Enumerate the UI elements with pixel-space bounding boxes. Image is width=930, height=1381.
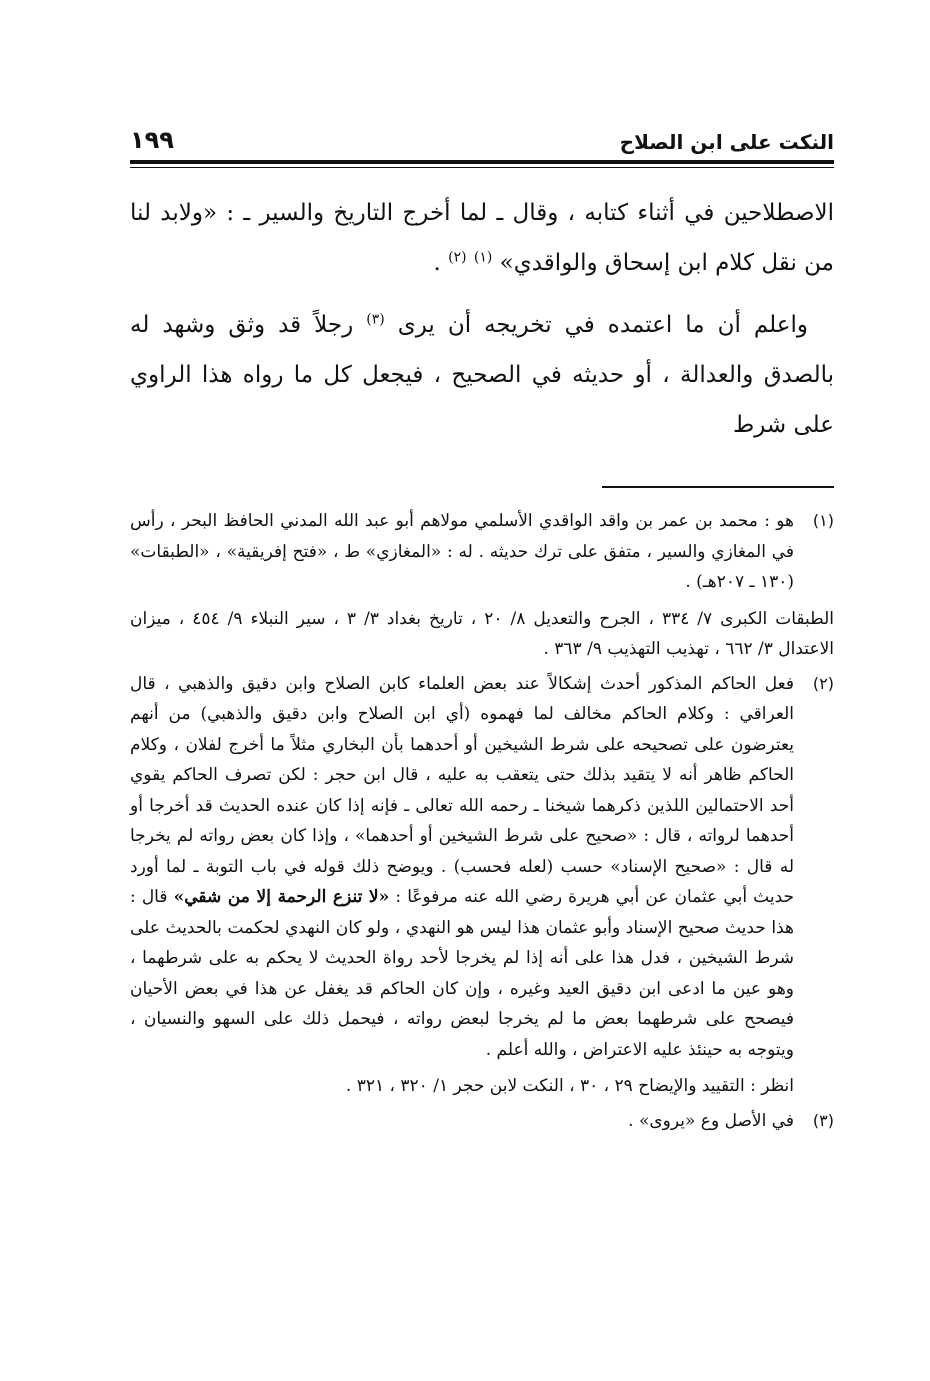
footnote-ref-3[interactable]: (٣) bbox=[366, 311, 385, 328]
paragraph-2 bbox=[130, 300, 834, 450]
running-header bbox=[130, 118, 834, 154]
footnote-3 bbox=[130, 1106, 834, 1137]
main-text bbox=[130, 188, 834, 450]
footnote-1 bbox=[130, 506, 834, 598]
footnote-2-refs: انظر : التقييد والإيضاح ٢٩ ، ٣٠ ، النكت لابن حجر ١/ ٣٢٠ ، ٣٢١ . bbox=[345, 1076, 794, 1096]
footnote-ref-2[interactable]: (٢) bbox=[448, 249, 467, 266]
paragraph-1-text: الاصطلاحين في أثناء كتابه ، وقال ـ لما أخرج التاريخ والسير ـ : «ولابد لنا من نقل كلام ابن إسحاق والواقدي» bbox=[130, 200, 834, 276]
paragraph-1 bbox=[130, 188, 834, 288]
paragraph-2-text-b: رجلاً قد وثق وشهد له بالصدق والعدالة ، أو حديثه في الصحيح ، فيجعل كل ما رواه هذا الراوي على شرط bbox=[130, 312, 834, 438]
footnote-2-text-b: قال : هذا حديث صحيح الإسناد وأبو عثمان هذا ليس هو النهدي ، ولو كان النهدي لحكمت بالحديث على شرط الشيخين ، فدل هذا على أنه إذا لم يخرجا لأحد رواة الحديث لا يحكم به على شرطهما ، وهو عين ما ادعى ابن دقيق العيد وغيره ، وإن كان الحاكم قد يغفل عن هذا في بعض الأحيان فيصحح على شرطهما بعض ما لم يخرجا لبعض رواته ، فيحمل ذلك على السهو والنسيان ، ويتوجه به حينئذ عليه الاعتراض ، والله أعلم . bbox=[130, 887, 794, 1060]
footnote-2-text-a: فعل الحاكم المذكور أحدث إشكالاً عند بعض العلماء كابن الصلاح وابن دقيق والذهبي ، قال العراقي : وكلام الحاكم مخالف لما فهموه (أي ابن الصلاح وابن دقيق والذهبي) من أنهم يعترضون على تصحيحه على شرط الشيخين أو أحدهما بأن البخاري مثلاً ما أخرج لفلان ، وكلام الحاكم ظاهر أنه لا يتقيد بذلك حتى يتعقب به عليه ، قال ابن حجر : لكن تصرف الحاكم يقوي أحد الاحتمالين اللذين ذكرهما شيخنا ـ رحمه الله تعالى ـ فإنه إذا كان عنده الحديث قد أخرجا أو أحدهما لرواته ، قال : «صحيح على شرط الشيخين أو أحدهما» ، وإذا كان بعض رواته لم يخرجا له قال : «صحيح الإسناد» حسب (لعله فحسب) . ويوضح ذلك قوله في باب التوبة ـ لما أورد حديث أبي عثمان عن أبي هريرة رضي الله عنه مرفوعًا : bbox=[130, 673, 795, 907]
footnote-1-refs: الطبقات الكبرى ٧/ ٣٣٤ ، الجرح والتعديل ٨/ ٢٠ ، تاريخ بغداد ٣/ ٣ ، سير النبلاء ٩/ ٤٥٤ ، ميزان الاعتدال ٣/ ٦٦٢ ، تهذيب التهذيب ٩/ ٣٦٣ . bbox=[130, 608, 834, 659]
running-title: النكت على ابن الصلاح bbox=[619, 130, 834, 154]
paragraph-1-end: . bbox=[433, 250, 441, 276]
page-number: ١٩٩ bbox=[130, 126, 174, 154]
footnote-1-text: هو : محمد بن عمر بن واقد الواقدي الأسلمي مولاهم أبو عبد الله المدني الحافظ البحر ، رأس في المغازي والسير ، متفق على ترك حديثه . له : «المغازي» ط ، «فتح إفريقية» ، «الطبقات» (١٣٠ ـ ٢٠٧هـ) . bbox=[130, 511, 794, 592]
footnote-2-hadith: «لا تنزع الرحمة إلا من شقي» bbox=[173, 887, 390, 907]
footnote-1-number: (١) bbox=[812, 511, 834, 530]
footnotes bbox=[130, 506, 834, 1136]
footnote-2 bbox=[130, 669, 834, 1102]
footnote-separator bbox=[602, 486, 834, 488]
header-rule bbox=[130, 160, 834, 168]
document-page bbox=[130, 118, 834, 1136]
footnote-3-text: في الأصل وع «يروى» . bbox=[628, 1110, 794, 1131]
footnote-2-number: (٢) bbox=[812, 673, 834, 693]
footnote-2-text bbox=[130, 669, 794, 1066]
footnote-3-number: (٣) bbox=[812, 1110, 834, 1130]
paragraph-2-text-a: واعلم أن ما اعتمده في تخريجه أن يرى bbox=[397, 312, 809, 338]
footnote-ref-1[interactable]: (١) bbox=[473, 249, 493, 266]
